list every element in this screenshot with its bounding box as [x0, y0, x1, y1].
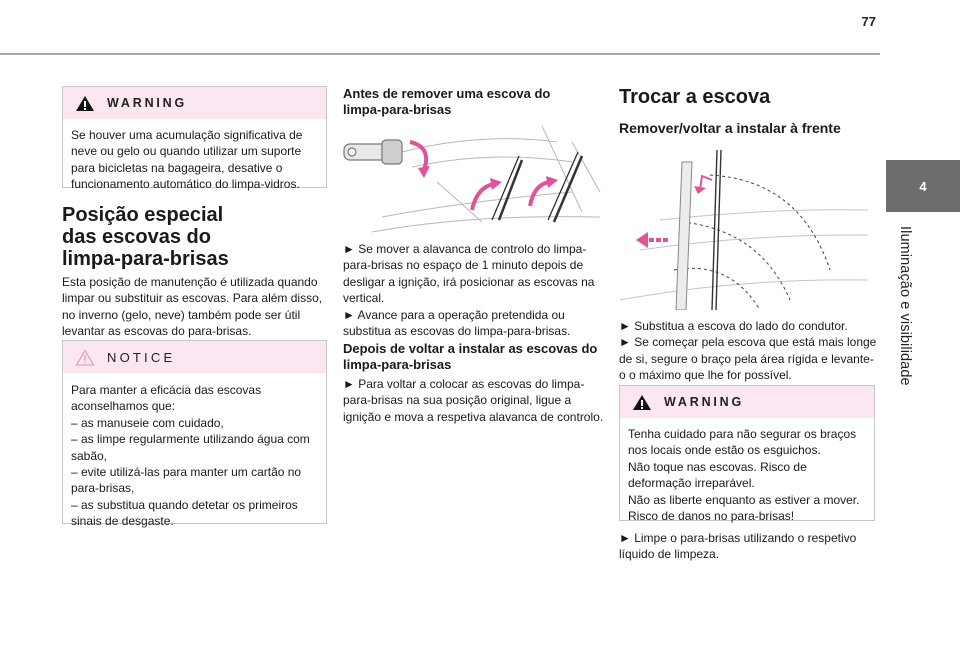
section-heading-special-position — [62, 204, 326, 270]
replace-blade-heading: Trocar a escova — [619, 86, 771, 108]
final-step: ► Limpe o para-brisas utilizando o respetivo líquido de limpeza. — [619, 531, 857, 562]
before-removal-heading: Antes de remover uma escova do limpa-para-brisas — [343, 86, 551, 117]
page-number: 77 — [861, 14, 876, 29]
notice-triangle-icon — [75, 349, 95, 366]
front-subheading: Remover/voltar a instalar à frente — [619, 120, 841, 136]
warning-line: Tenha cuidado para não segurar os braços nos locais onde estão os esguichos. — [628, 427, 857, 458]
heading-line-1: Posição especial — [62, 204, 224, 226]
before-removal-steps — [343, 241, 603, 339]
warning-box-handling — [619, 385, 875, 524]
chapter-title: Iluminação e visibilidade — [897, 226, 913, 386]
notice-line: – as manuseie com cuidado, — [71, 415, 224, 430]
warning-triangle-icon — [632, 394, 652, 411]
warning-body — [620, 418, 874, 532]
warning-line: Não toque nas escovas. Risco de deformação irreparável. — [628, 459, 807, 491]
notice-header — [63, 341, 326, 373]
chapter-tab[interactable]: 4 — [886, 160, 960, 212]
notice-label: NOTICE — [107, 349, 176, 365]
notice-line: – as substitua quando detetar os primeiros sinais de desgaste. — [71, 497, 298, 529]
warning-header — [620, 386, 874, 418]
warning-label: WARNING — [107, 96, 188, 110]
notice-body — [63, 373, 326, 538]
step-item: ► Se mover a alavanca de controlo do limpa-para-brisas no espaço de 1 minuto depois de desligar a ignição, irá posicionar as escovas na vertical. — [343, 242, 595, 306]
notice-box — [62, 340, 327, 529]
notice-line: Para manter a eficácia das escovas aconselhamos que: — [71, 383, 262, 414]
warning-header — [63, 87, 326, 119]
step-item: ► Substitua a escova do lado do condutor. — [619, 319, 848, 333]
warning-box-snow — [62, 86, 327, 192]
notice-line: – evite utilizá-las para manter um cartão no para-brisas, — [71, 465, 302, 496]
warning-label: WARNING — [664, 395, 745, 409]
after-install-steps — [343, 376, 605, 425]
step-item: ► Avance para a operação pretendida ou substitua as escovas do limpa-para-brisas. — [343, 307, 571, 339]
warning-body — [63, 119, 326, 201]
replace-steps — [619, 318, 877, 384]
warning-triangle-icon — [75, 95, 95, 112]
heading-line-3: limpa-para-brisas — [62, 248, 229, 270]
warning-text: Se houver uma acumulação significativa de neve ou gelo ou quando utilizar um suporte para bicicletas na bagageira, desative o funcionamento automático do limpa-vidros. — [71, 128, 303, 192]
special-position-intro: Esta posição de manutenção é utilizada quando limpar ou substituir as escovas. Para além disso, no inverno (gelo, neve) também pode ser útil levantar as escovas do para-brisas. — [62, 275, 323, 339]
wiper-lever-illustration — [342, 122, 604, 234]
step-item: ► Para voltar a colocar as escovas do limpa-para-brisas na sua posição original, ligue a ignição e mova a respetiva alavanca de controlo. — [343, 377, 604, 424]
heading-line-2: das escovas do — [62, 226, 211, 248]
notice-line: – as limpe regularmente utilizando água com sabão, — [71, 432, 310, 463]
warning-line: Não as liberte enquanto as estiver a mover. Risco de danos no para-brisas! — [628, 492, 860, 524]
header-rule — [0, 53, 880, 55]
step-item: ► Se começar pela escova que está mais longe de si, segure o braço pela área rígida e levante-o o máximo que lhe for possível. — [619, 335, 877, 383]
front-wiper-illustration — [620, 150, 870, 310]
after-install-heading: Depois de voltar a instalar as escovas do limpa-para-brisas — [343, 341, 598, 372]
